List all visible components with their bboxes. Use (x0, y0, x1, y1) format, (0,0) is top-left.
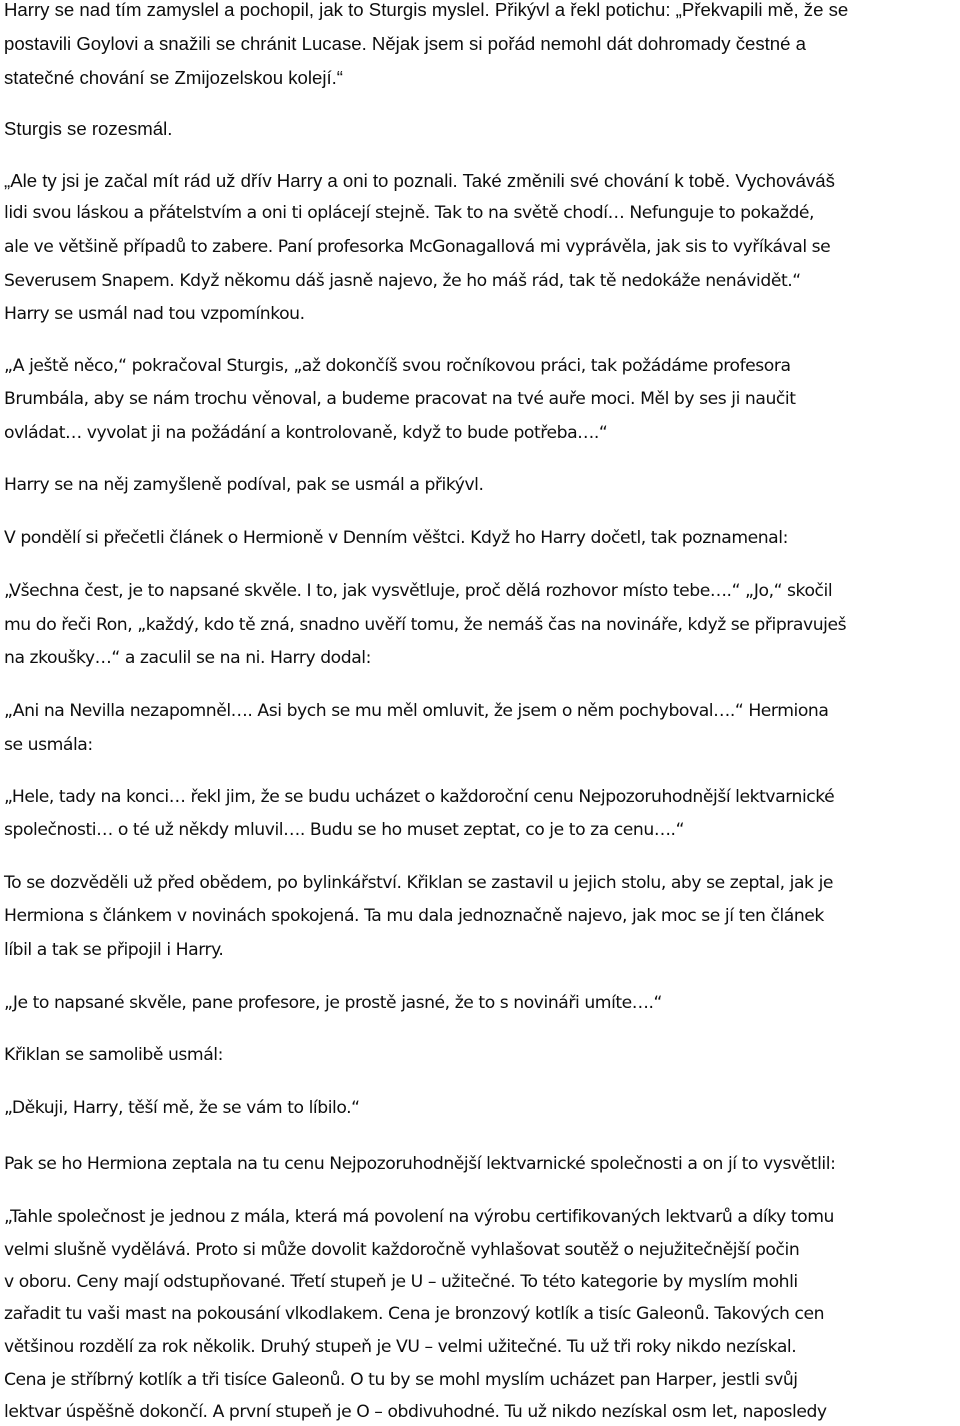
text-line: „Je to napsané skvěle, pane profesore, je prostě jasné, že to s novináři umíte….“ (4, 993, 663, 1013)
text-line: „Všechna čest, je to napsané skvěle. I to, jak vysvětluje, proč dělá rozhovor místo tebe….“ „Jo,“ skočil (4, 581, 833, 601)
text-line: ale ve většině případů to zabere. Paní profesorka McGonagallová mi vyprávěla, jak sis to vyříkával se (4, 237, 831, 257)
text-line: „Hele, tady na konci… řekl jim, že se budu ucházet o každoroční cenu Nejpozoruhodnější lektvarnické (4, 787, 835, 807)
text-line: zařadit tu vaši mast na pokousání vlkodlakem. Cena je bronzový kotlík a tisíc Galeonů. Takových cen (4, 1304, 825, 1324)
text-line: se usmála: (4, 735, 93, 755)
text-line: postavili Goylovi a snažili se chránit Lucase. Nějak jsem si pořád nemohl dát dohromady čestné a (4, 33, 807, 54)
text-line: Harry se na něj zamyšleně podíval, pak se usmál a přikývl. (4, 475, 484, 495)
text-line: v oboru. Ceny mají odstupňované. Třetí stupeň je U – užitečné. To této kategorie by myslím mohli (4, 1272, 798, 1292)
text-line: lektvar úspěšně dokončí. A první stupeň je O – obdivuhodné. Tu už nikdo nezískal osm let, naposledy (4, 1402, 827, 1422)
text-line: Hermiona s článkem v novinách spokojená. Ta mu dala jednoznačně najevo, jak moc se jí ten článek (4, 906, 824, 926)
text-line: Sturgis se rozesmál. (4, 118, 173, 139)
text-line: V pondělí si přečetli článek o Hermioně v Denním věštci. Když ho Harry dočetl, tak poznamenal: (4, 528, 788, 548)
text-line: „Děkuji, Harry, těší mě, že se vám to líbilo.“ (4, 1098, 360, 1118)
text-line: „Ale ty jsi je začal mít rád už dřív Harry a oni to poznali. Také změnili své chování k tobě. Vychováváš (4, 170, 835, 191)
text-line: většinou rozdělí za rok několik. Druhý stupeň je VU – velmi užitečné. Tu už tři roky nikdo nezískal. (4, 1337, 797, 1357)
text-line: lidi svou láskou a přátelstvím a oni ti oplácejí stejně. Tak to na světě chodí… Nefunguje to pokaždé, (4, 203, 815, 223)
text-line: To se dozvěděli už před obědem, po bylinkářství. Křiklan se zastavil u jejich stolu, aby se zeptal, jak je (4, 873, 834, 893)
text-line: Severusem Snapem. Když někomu dáš jasně najevo, že ho máš rád, tak tě nedokáže nenávidět.“ (4, 271, 801, 291)
text-line: Harry se nad tím zamyslel a pochopil, jak to Sturgis myslel. Přikývl a řekl potichu: „Překvapili mě, že se (4, 0, 849, 20)
text-line: „A ještě něco,“ pokračoval Sturgis, „až dokončíš svou ročníkovou práci, tak požádáme profesora (4, 356, 791, 376)
text-line: velmi slušně vydělává. Proto si může dovolit každoročně vyhlašovat soutěž o nejužitečnější počin (4, 1240, 800, 1260)
text-line: mu do řeči Ron, „každý, kdo tě zná, snadno uvěří tomu, že nemáš čas na novináře, když se připravuješ (4, 615, 847, 635)
text-line: líbil a tak se připojil i Harry. (4, 940, 224, 960)
text-line: Pak se ho Hermiona zeptala na tu cenu Nejpozoruhodnější lektvarnické společnosti a on jí to vysvětlil: (4, 1154, 836, 1174)
text-line: společnosti… o té už někdy mluvil…. Budu se ho muset zeptat, co je to za cenu….“ (4, 820, 685, 840)
text-line: „Ani na Nevilla nezapomněl…. Asi bych se mu měl omluvit, že jsem o něm pochyboval….“ Hermiona (4, 701, 829, 721)
text-line: ovládat… vyvolat ji na požádání a kontrolovaně, když to bude potřeba….“ (4, 423, 608, 443)
text-line: Křiklan se samolibě usmál: (4, 1045, 223, 1065)
text-line: na zkoušky…“ a zaculil se na ni. Harry dodal: (4, 648, 371, 668)
text-line: Cena je stříbrný kotlík a tři tisíce Galeonů. O tu by se mohl myslím ucházet pan Harper, jestli svůj (4, 1370, 798, 1390)
text-line: Brumbála, aby se nám trochu věnoval, a budeme pracovat na tvé auře moci. Měl by ses ji naučit (4, 389, 796, 409)
text-line: statečné chování se Zmijozelskou kolejí.“ (4, 67, 343, 88)
text-line: „Tahle společnost je jednou z mála, která má povolení na výrobu certifikovaných lektvarů a díky tomu (4, 1207, 834, 1227)
text-line: Harry se usmál nad tou vzpomínkou. (4, 304, 305, 324)
